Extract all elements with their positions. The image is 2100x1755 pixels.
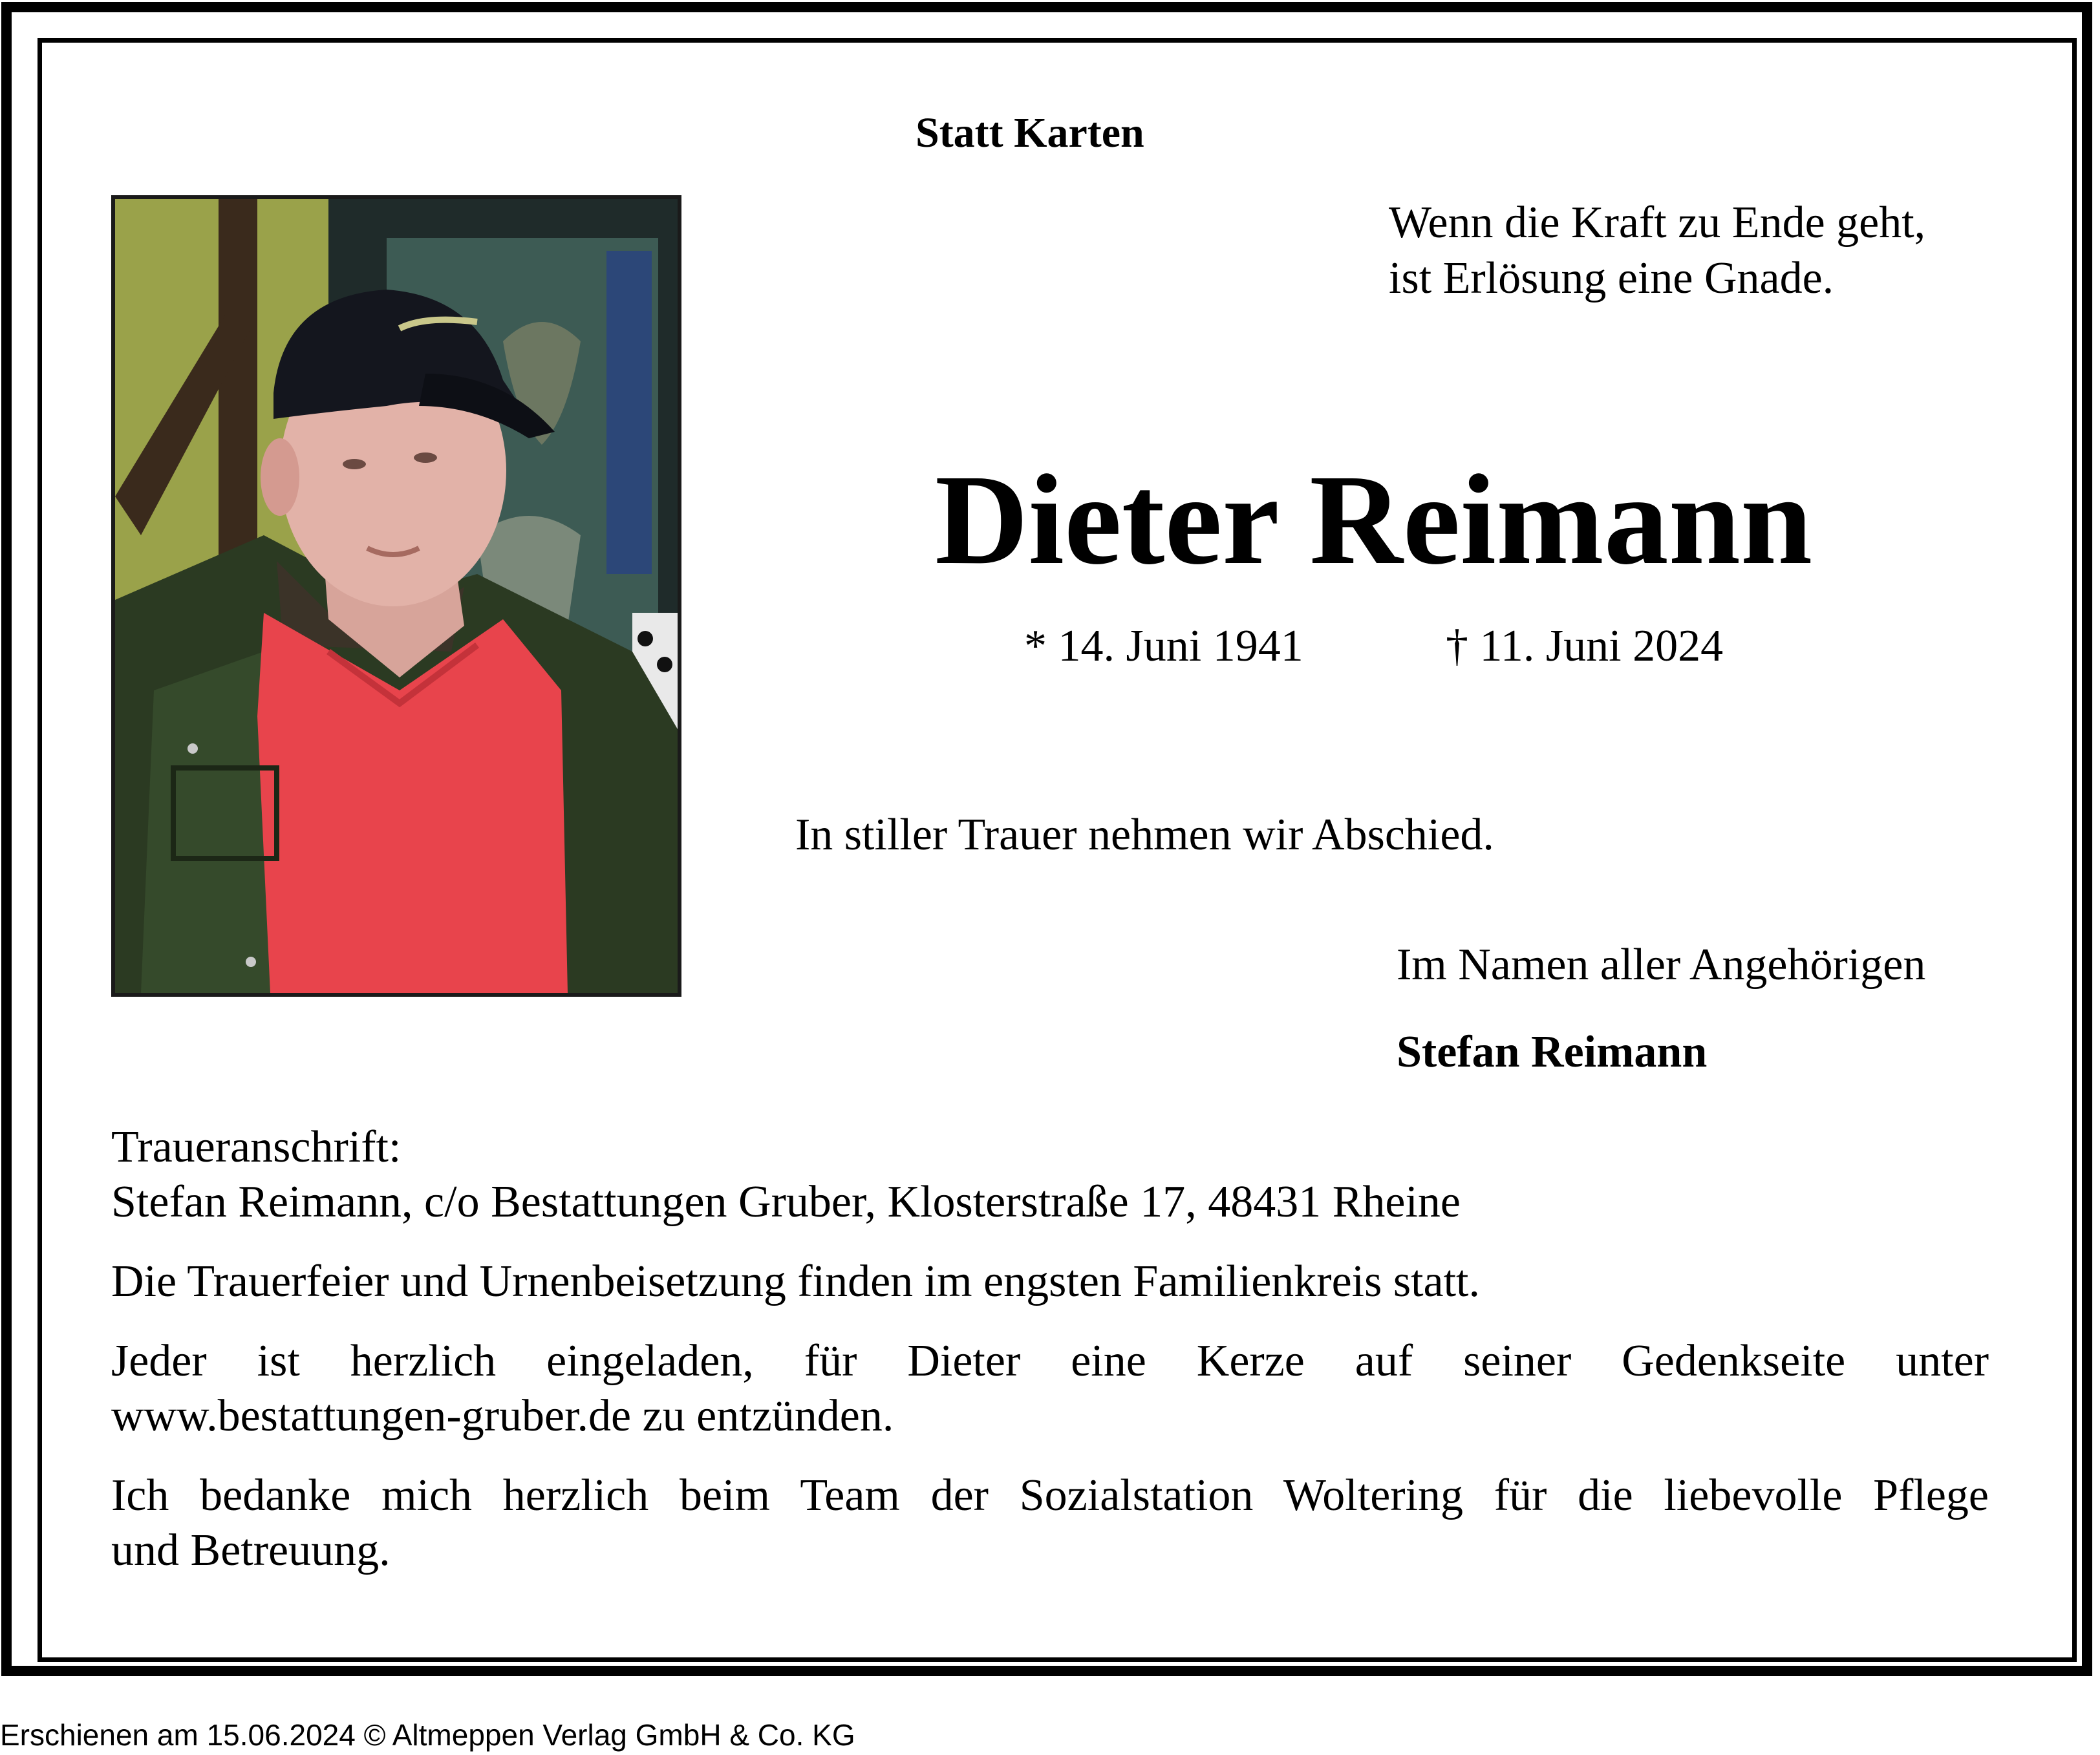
notice-body bbox=[111, 1120, 1989, 1602]
address-label: Traueranschrift: bbox=[111, 1122, 402, 1172]
motto-verse bbox=[1389, 195, 1925, 306]
signer-name: Stefan Reimann bbox=[1397, 1027, 1708, 1077]
portrait-photo bbox=[111, 195, 681, 997]
statt-karten-heading: Statt Karten bbox=[916, 109, 1144, 156]
on-behalf-text: Im Namen aller Angehörigen bbox=[1397, 940, 1926, 990]
thanks-line-1: Ich bedanke mich herzlich beim Team der Sozialstation Woltering für die liebevolle Pflege bbox=[111, 1471, 1989, 1520]
candle-paragraph bbox=[111, 1334, 1989, 1443]
ceremony-paragraph: Die Trauerfeier und Urnenbeisetzung finden im engsten Familienkreis statt. bbox=[111, 1257, 1480, 1306]
address-paragraph bbox=[111, 1120, 1989, 1229]
deceased-name: Dieter Reimann bbox=[935, 449, 1813, 591]
death-date: † 11. Juni 2024 bbox=[1446, 621, 1724, 671]
birth-date: * 14. Juni 1941 bbox=[1024, 621, 1303, 671]
thanks-line-2: und Betreuung. bbox=[111, 1526, 391, 1575]
address-line: Stefan Reimann, c/o Bestattungen Gruber, Klosterstraße 17, 48431 Rheine bbox=[111, 1177, 1461, 1227]
candle-line-1: Jeder ist herzlich eingeladen, für Dieter eine Kerze auf seiner Gedenkseite unter bbox=[111, 1336, 1989, 1386]
farewell-text: In stiller Trauer nehmen wir Abschied. bbox=[795, 810, 1494, 860]
publication-footer: Erschienen am 15.06.2024 © Altmeppen Verlag GmbH & Co. KG bbox=[0, 1718, 855, 1752]
candle-line-2: www.bestattungen-gruber.de zu entzünden. bbox=[111, 1391, 894, 1441]
motto-line-1: Wenn die Kraft zu Ende geht, bbox=[1389, 198, 1926, 248]
thanks-paragraph bbox=[111, 1468, 1989, 1578]
motto-line-2: ist Erlösung eine Gnade. bbox=[1389, 253, 1834, 303]
